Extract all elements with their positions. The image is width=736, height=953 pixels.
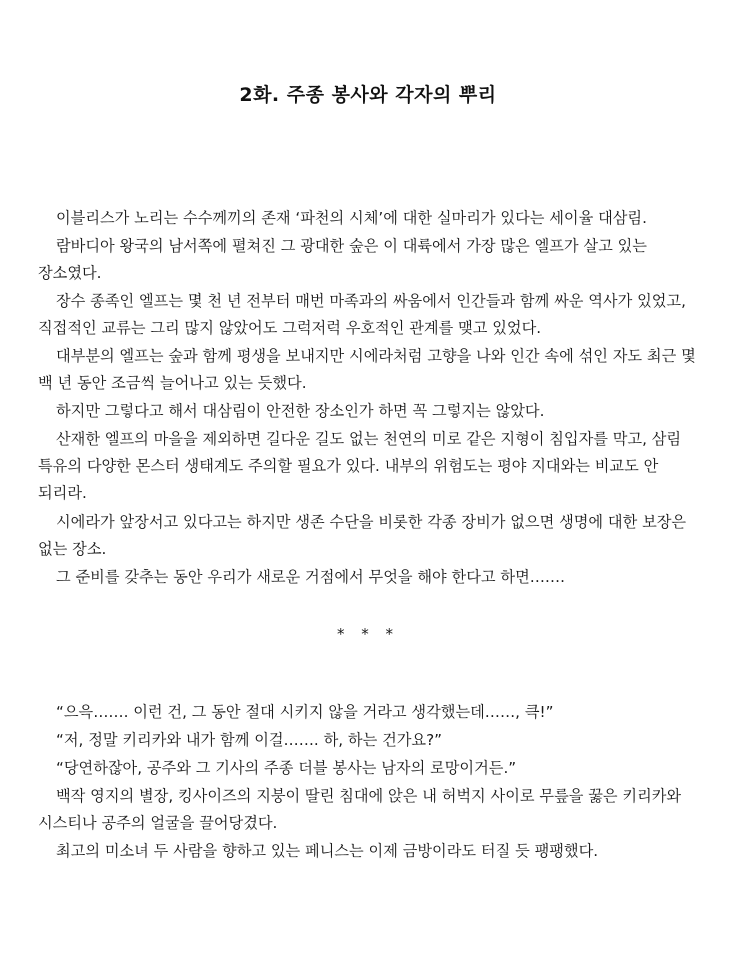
- scene-break-divider: * * *: [336, 624, 400, 643]
- paragraph: 최고의 미소녀 두 사람을 향하고 있는 페니스는 이제 금방이라도 터질 듯 팽팽했다.: [56, 841, 599, 860]
- paragraph: 장수 종족인 엘프는 몇 천 년 전부터 매번 마족과의 싸움에서 인간들과 함께 싸운 역사가 있었고, 직접적인 교류는 그리 많지 않았어도 그럭저럭 우호적인 관계를 맺고 있었다.: [38, 292, 686, 338]
- paragraph: “당연하잖아, 공주와 그 기사의 주종 더블 봉사는 남자의 로망이거든.”: [56, 758, 517, 777]
- paragraph: 산재한 엘프의 마을을 제외하면 길다운 길도 없는 천연의 미로 같은 지형이 침입자를 막고, 삼림 특유의 다양한 몬스터 생태계도 주의할 필요가 있다. 내부의 위험도는 평야 지대와는 비교도 안 되리라.: [38, 430, 682, 503]
- paragraph: 그 준비를 갖추는 동안 우리가 새로운 거점에서 무엇을 해야 한다고 하면…….: [56, 567, 565, 586]
- paragraph: 백작 영지의 별장, 킹사이즈의 지붕이 딸린 침대에 앉은 내 허벅지 사이로 무릎을 꿇은 키리카와 시스티나 공주의 얼굴을 끌어당겼다.: [38, 786, 682, 832]
- paragraph: “저, 정말 키리카와 내가 함께 이걸……. 하, 하는 건가요?”: [56, 730, 443, 749]
- section-two: [38, 699, 698, 865]
- section-one: [38, 205, 698, 591]
- chapter-title: 2화. 주종 봉사와 각자의 뿌리: [239, 84, 497, 106]
- paragraph: 대부분의 엘프는 숲과 함께 평생을 보내지만 시에라처럼 고향을 나와 인간 속에 섞인 자도 최근 몇 백 년 동안 조금씩 늘어나고 있는 듯했다.: [38, 347, 696, 393]
- paragraph: 하지만 그렇다고 해서 대삼림이 안전한 장소인가 하면 꼭 그렇지는 않았다.: [56, 402, 545, 421]
- paragraph: 이블리스가 노리는 수수께끼의 존재 ‘파천의 시체’에 대한 실마리가 있다는 세이율 대삼림.: [56, 209, 647, 227]
- paragraph: 시에라가 앞장서고 있다고는 하지만 생존 수단을 비롯한 각종 장비가 없으면 생명에 대한 보장은 없는 장소.: [38, 512, 687, 558]
- paragraph: 람바디아 왕국의 남서쪽에 펼쳐진 그 광대한 숲은 이 대륙에서 가장 많은 엘프가 살고 있는 장소였다.: [38, 237, 647, 283]
- paragraph: “으윽……. 이런 건, 그 동안 절대 시키지 않을 거라고 생각했는데……, 큭!”: [56, 702, 554, 721]
